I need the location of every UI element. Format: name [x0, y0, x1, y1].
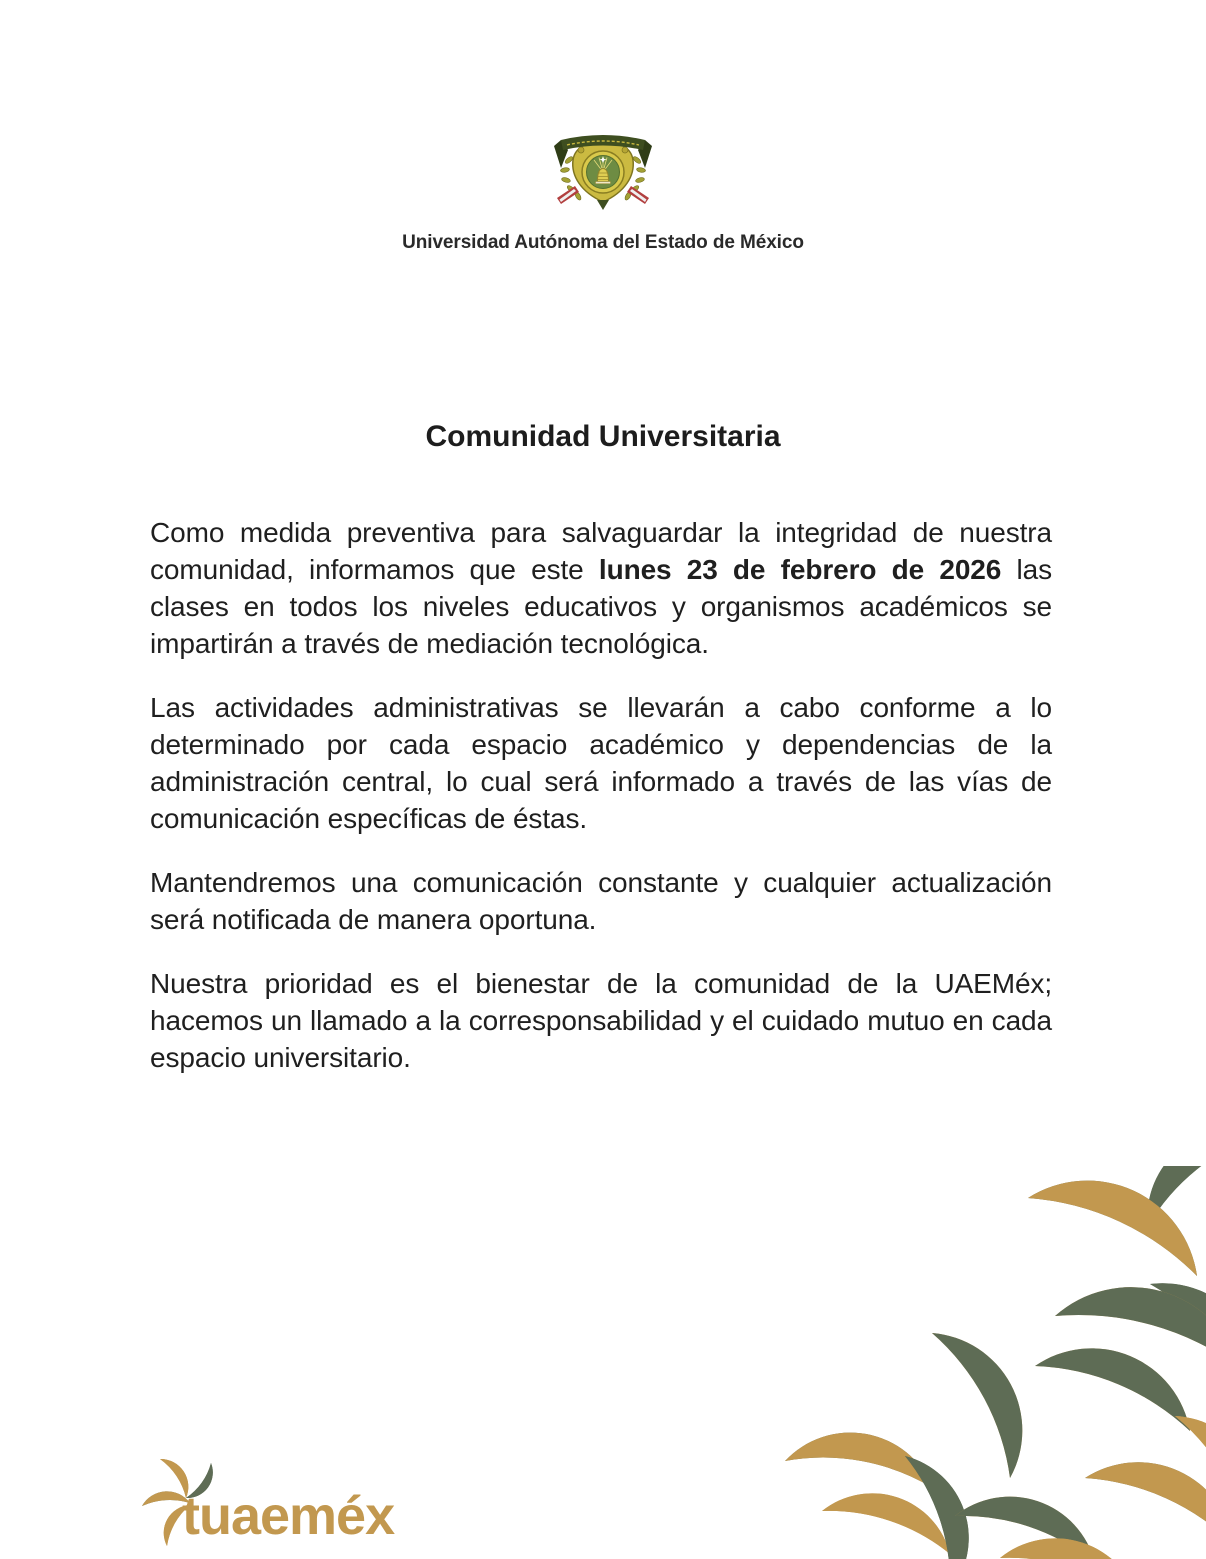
petal: [1150, 1254, 1206, 1414]
page-title: Comunidad Universitaria: [425, 420, 781, 453]
petal: [1000, 1520, 1153, 1559]
paragraph-2: Las actividades administrativas se llevarán a cabo conforme a lo determinado por cada espacio académico y dependencias de la administración central, lo cual será informado a través de las vías de comunicación específicas de éstas.: [150, 692, 1052, 834]
petal: [1055, 1265, 1206, 1368]
paragraph-1: [150, 514, 1052, 662]
crest-shield-tip: [597, 200, 609, 210]
brand-wordmark: tuaeméx: [182, 1486, 395, 1546]
petal: [785, 1421, 940, 1488]
announcement-body: [150, 514, 1052, 1076]
petal: [1035, 1324, 1206, 1431]
brand-logo: [140, 1451, 470, 1559]
university-crest-icon: [551, 126, 655, 214]
paragraph-1-text: Como medida preventiva para salvaguardar la integridad de nuestra comunidad, informamos que este: [150, 517, 1052, 585]
petal: [1085, 1437, 1206, 1546]
university-name: Universidad Autónoma del Estado de México: [402, 232, 804, 253]
crest-scroll-right: [622, 147, 628, 153]
petal: [932, 1312, 1050, 1478]
petal: [905, 1444, 987, 1559]
petal: [1028, 1166, 1206, 1276]
paragraph-1-text-after: las clases en todos los niveles educativos y organismos académicos se impartirán a través de mediación tecnológica.: [150, 554, 1052, 659]
announcement-page: [0, 126, 1206, 1559]
petal: [822, 1476, 962, 1554]
petal: [955, 1478, 1108, 1559]
university-crest: [551, 126, 655, 219]
petal: [1123, 1166, 1206, 1226]
paragraph-3: Mantendremos una comunicación constante y cualquier actualización será notificada de manera oportuna.: [150, 867, 1052, 935]
paragraph-1-date-bold: lunes 23 de febrero de 2026: [598, 554, 1002, 585]
paragraph-4: Nuestra prioridad es el bienestar de la comunidad de la UAEMéx; hacemos un llamado a la corresponsabilidad y el cuidado mutuo en cada espacio universitario.: [150, 968, 1052, 1073]
corner-petal-pattern: [780, 1166, 1206, 1559]
crest-scroll-left: [578, 147, 584, 153]
crest-beehive-base: [596, 182, 611, 184]
petal: [1175, 1395, 1206, 1546]
